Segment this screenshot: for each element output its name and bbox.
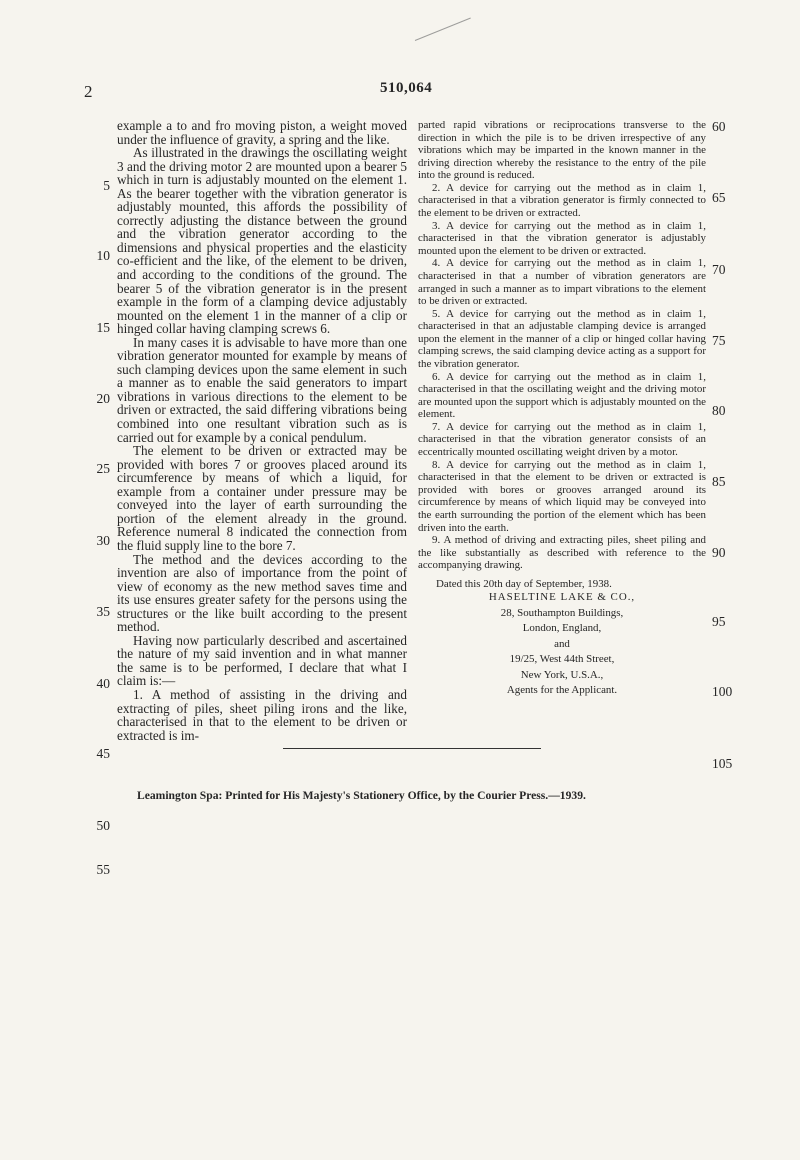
line-number: 35 (96, 604, 110, 619)
left-paragraph: Having now particularly described and ascertained the nature of my said invention and in what manner the same is to be performed, I declare that what I claim is:— (117, 632, 407, 689)
line-number: 50 (96, 818, 110, 833)
agent-role: Agents for the Applicant. (506, 684, 618, 697)
line-number: 25 (96, 461, 110, 476)
agent-block (418, 590, 706, 699)
claim-4: 4. A device for carrying out the method as in claim 1, characterised in that a number of vibration generators are arranged in such a manner as to impart vibrations to the element to be driven or extracted. (418, 257, 706, 308)
left-paragraph: The method and the devices according to the invention are also of importance from the point of view of economy as the new method saves time and its use ensures greater safety for the persons using the structures or the like built according to the present method. (117, 551, 407, 635)
line-number: 70 (712, 262, 726, 277)
right-paragraph: parted rapid vibrations or reciprocations transverse to the direction in which the pile is to be driven irrespective of any vibrations which may be imparted in the known manner in the driving direction whereby the resistance to the entry of the pile into the ground is reduced. (418, 119, 706, 182)
line-number: 75 (712, 333, 726, 348)
line-number: 30 (96, 533, 110, 548)
agent-address-2: London, England, (522, 622, 602, 635)
agent-address-4: New York, U.S.A., (520, 668, 604, 681)
claim-2: 2. A device for carrying out the method as in claim 1, characterised in that a vibration generator is firmly connected to the element to be driven or extracted. (418, 181, 706, 220)
left-column (117, 119, 407, 742)
line-number: 95 (712, 614, 726, 629)
line-number: 65 (712, 190, 726, 205)
claim-9: 9. A method of driving and extracting piles, sheet piling and the like substantially as described with reference to the accompanying drawing. (418, 534, 706, 572)
line-number: 5 (103, 178, 110, 193)
printer-footer: Leamington Spa: Printed for His Majesty's Stationery Office, by the Courier Press.—1939. (137, 789, 586, 802)
line-number: 15 (96, 320, 110, 335)
line-number: 55 (96, 862, 110, 877)
patent-number: 510,064 (380, 80, 433, 96)
agent-and: and (554, 637, 570, 650)
line-number: 20 (96, 391, 110, 406)
line-number: 45 (96, 746, 110, 761)
claim-7: 7. A device for carrying out the method as in claim 1, characterised in that the vibration generator consists of an eccentrically mounted oscillating weight driven by a motor. (418, 420, 706, 459)
claim-6: 6. A device for carrying out the method as in claim 1, characterised in that the oscillating weight and the driving motor are mounted upon the support which is adjustably mounted on the element. (418, 370, 706, 421)
line-number: 80 (712, 403, 726, 418)
pen-mark (415, 18, 471, 41)
left-paragraph: As illustrated in the drawings the oscillating weight 3 and the driving motor 2 are mounted upon a bearer 5 which in turn is adjustably mounted on the element 1. As the bearer together with the vibration generator is adjustably mounted, this affords the possibility of correctly adjusting the distance between the ground and the vibration generator according to the dimensions and physical properties and the elasticity co-efficient and the like, of the element to be driven, and according to the conditions of the ground. The bearer 5 of the vibration generator is in the present example in the form of a clamping device adjustably mounted on the element 1 in the manner of a clip or hinged collar having clamping screws 6. (117, 145, 407, 337)
claim-8: 8. A device for carrying out the method as in claim 1, characterised in that the element to be driven or extracted is provided with bores or grooves arranged around its circumference by means of which liquid may be conveyed into the earth surrounding the portion of the element which has been driven into the earth. (418, 458, 706, 534)
left-paragraph: The element to be driven or extracted may be provided with bores 7 or grooves placed around its circumference by means of which a liquid, for example from a container under pressure may be conveyed into the layer of earth surrounding the portion of the element already in the ground. Reference numeral 8 indicated the connection from the fluid supply line to the bore 7. (117, 443, 407, 553)
right-column (418, 119, 706, 699)
left-paragraph: example a to and fro moving piston, a weight moved under the influence of gravity, a spring and the like. (117, 118, 407, 147)
line-number: 105 (712, 756, 733, 771)
claim-1: 1. A method of assisting in the driving and extracting of piles, sheet piling irons and the like, characterised in that to the element to be driven or extracted is im- (117, 686, 407, 743)
agent-address-1: 28, Southampton Buildings, (500, 606, 624, 619)
agent-address-3: 19/25, West 44th Street, (509, 653, 615, 666)
line-number: 60 (712, 119, 726, 134)
agent-firm: HASELTINE LAKE & CO., (488, 591, 636, 604)
dated-line: Dated this 20th day of September, 1938. (436, 577, 612, 590)
page-number: 2 (84, 82, 93, 101)
line-number: 100 (712, 684, 733, 699)
footer-rule (283, 748, 541, 749)
line-number: 90 (712, 545, 726, 560)
line-number: 10 (96, 248, 110, 263)
claim-3: 3. A device for carrying out the method as in claim 1, characterised in that the vibration generator is adjustably mounted upon the element to be driven or extracted. (418, 219, 706, 257)
left-paragraph: In many cases it is advisable to have more than one vibration generator mounted for example by means of such clamping devices upon the same element in such a manner as to enable the said generators to impart vibrations in various directions to the element to be driven or extracted, the said differing vibrations being combined into one resultant vibration such as is carried out for example by a conical pendulum. (117, 334, 407, 445)
line-number: 85 (712, 474, 726, 489)
claim-5: 5. A device for carrying out the method as in claim 1, characterised in that an adjustable clamping device is arranged upon the element in the manner of a clip or hinged collar having clamping screws, the said clamping device acting as a support for the vibration generator. (418, 307, 706, 370)
line-number: 40 (96, 676, 110, 691)
